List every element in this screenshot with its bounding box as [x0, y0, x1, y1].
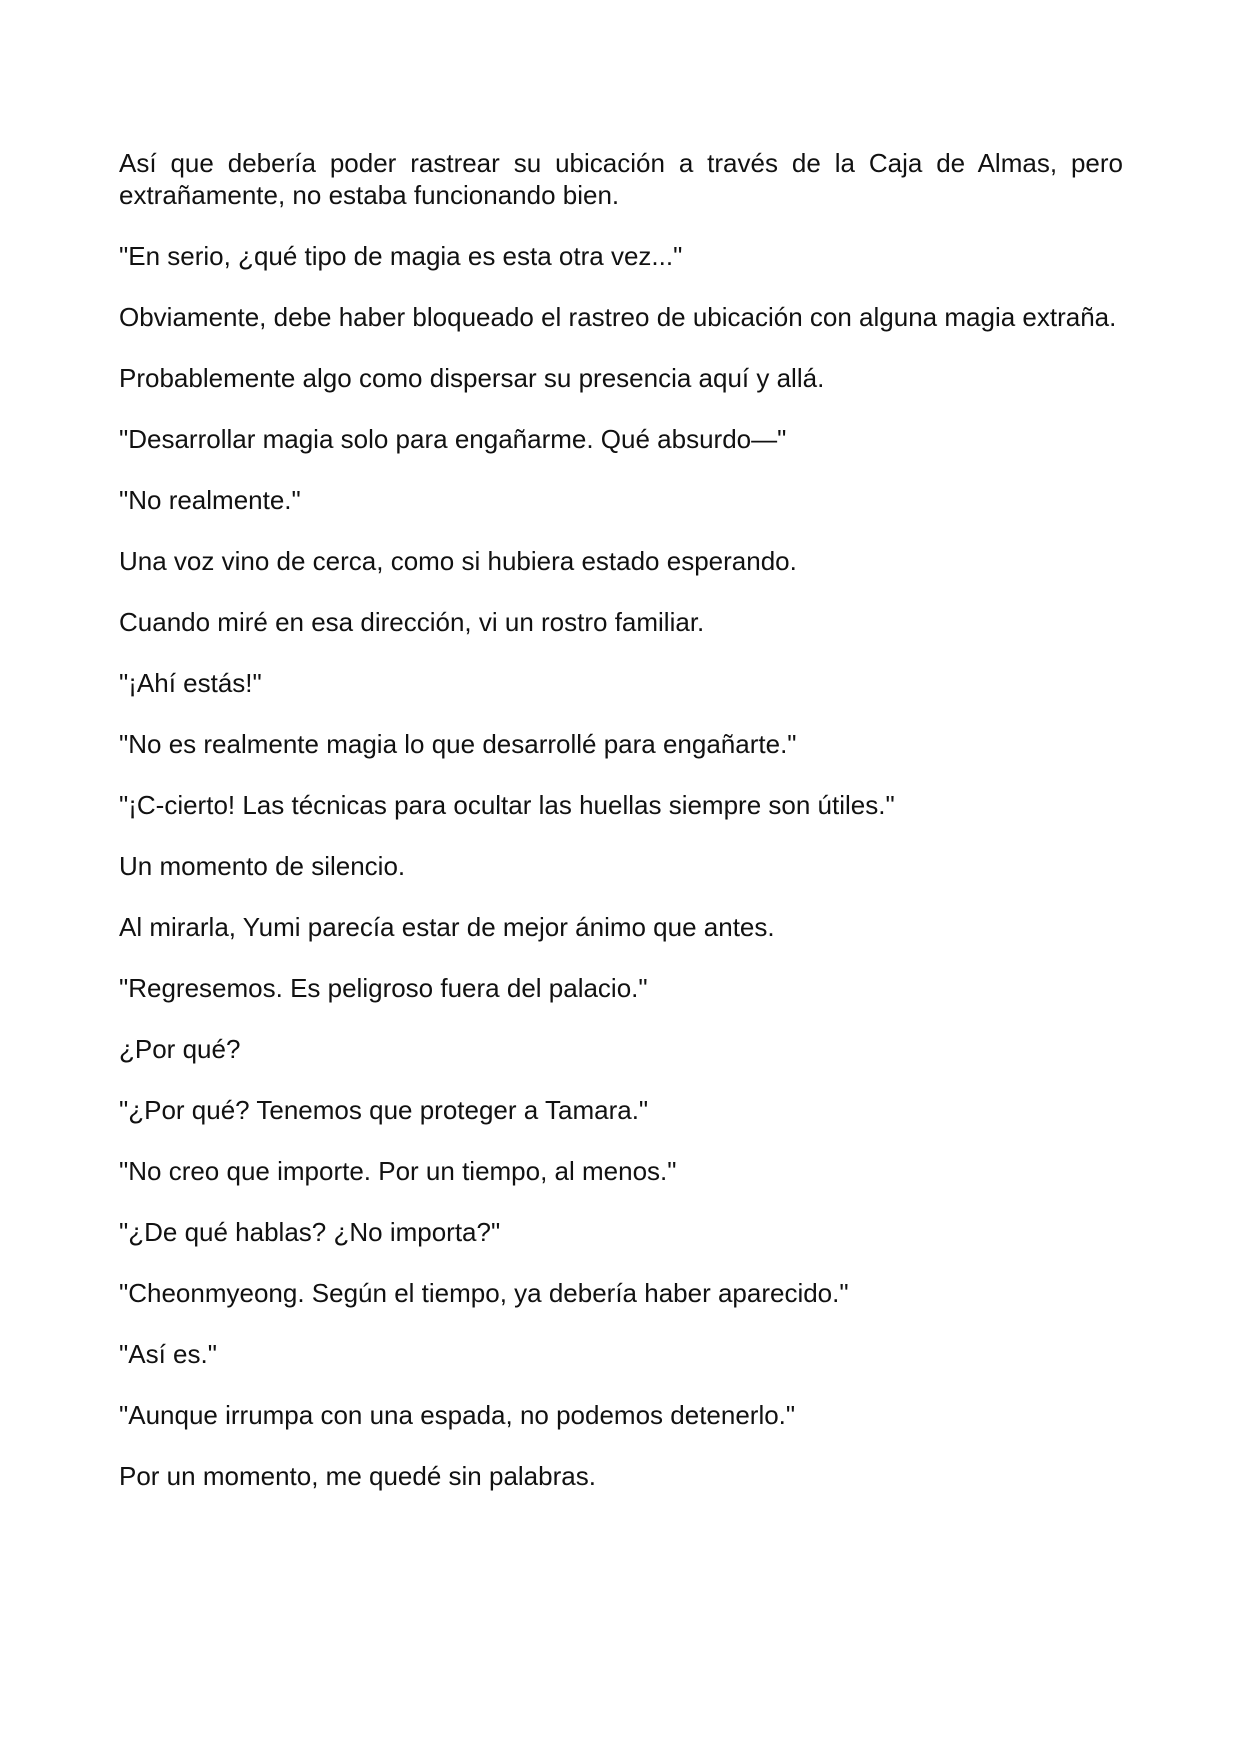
- paragraph: "Regresemos. Es peligroso fuera del palacio.": [119, 973, 648, 1003]
- paragraph: Por un momento, me quedé sin palabras.: [119, 1461, 596, 1491]
- paragraph: "¿Por qué? Tenemos que proteger a Tamara.": [119, 1095, 649, 1125]
- paragraph: "Así es.": [119, 1339, 217, 1369]
- paragraph: Una voz vino de cerca, como si hubiera estado esperando.: [119, 546, 797, 576]
- paragraph: "No realmente.": [119, 485, 301, 515]
- paragraph: "Cheonmyeong. Según el tiempo, ya debería haber aparecido.": [119, 1278, 849, 1308]
- paragraph: Cuando miré en esa dirección, vi un rostro familiar.: [119, 607, 705, 637]
- paragraph: "En serio, ¿qué tipo de magia es esta otra vez...": [119, 241, 683, 271]
- paragraph: Obviamente, debe haber bloqueado el rastreo de ubicación con alguna magia extraña.: [119, 302, 1117, 332]
- paragraph: "Desarrollar magia solo para engañarme. Qué absurdo—": [119, 424, 787, 454]
- paragraph: "No es realmente magia lo que desarrollé para engañarte.": [119, 729, 797, 759]
- paragraph: Un momento de silencio.: [119, 851, 406, 881]
- paragraph: "¡C-cierto! Las técnicas para ocultar las huellas siempre son útiles.": [119, 790, 895, 820]
- paragraph: "Aunque irrumpa con una espada, no podemos detenerlo.": [119, 1400, 796, 1430]
- document-body: [119, 147, 1123, 1521]
- paragraph: ¿Por qué?: [119, 1034, 241, 1064]
- paragraph: Al mirarla, Yumi parecía estar de mejor ánimo que antes.: [119, 912, 775, 942]
- paragraph: "¿De qué hablas? ¿No importa?": [119, 1217, 501, 1247]
- paragraph: "¡Ahí estás!": [119, 668, 262, 698]
- paragraph: Así que debería poder rastrear su ubicación a través de la Caja de Almas, pero extrañamente, no estaba funcionando bien.: [119, 148, 1123, 210]
- paragraph: "No creo que importe. Por un tiempo, al menos.": [119, 1156, 677, 1186]
- paragraph: Probablemente algo como dispersar su presencia aquí y allá.: [119, 363, 825, 393]
